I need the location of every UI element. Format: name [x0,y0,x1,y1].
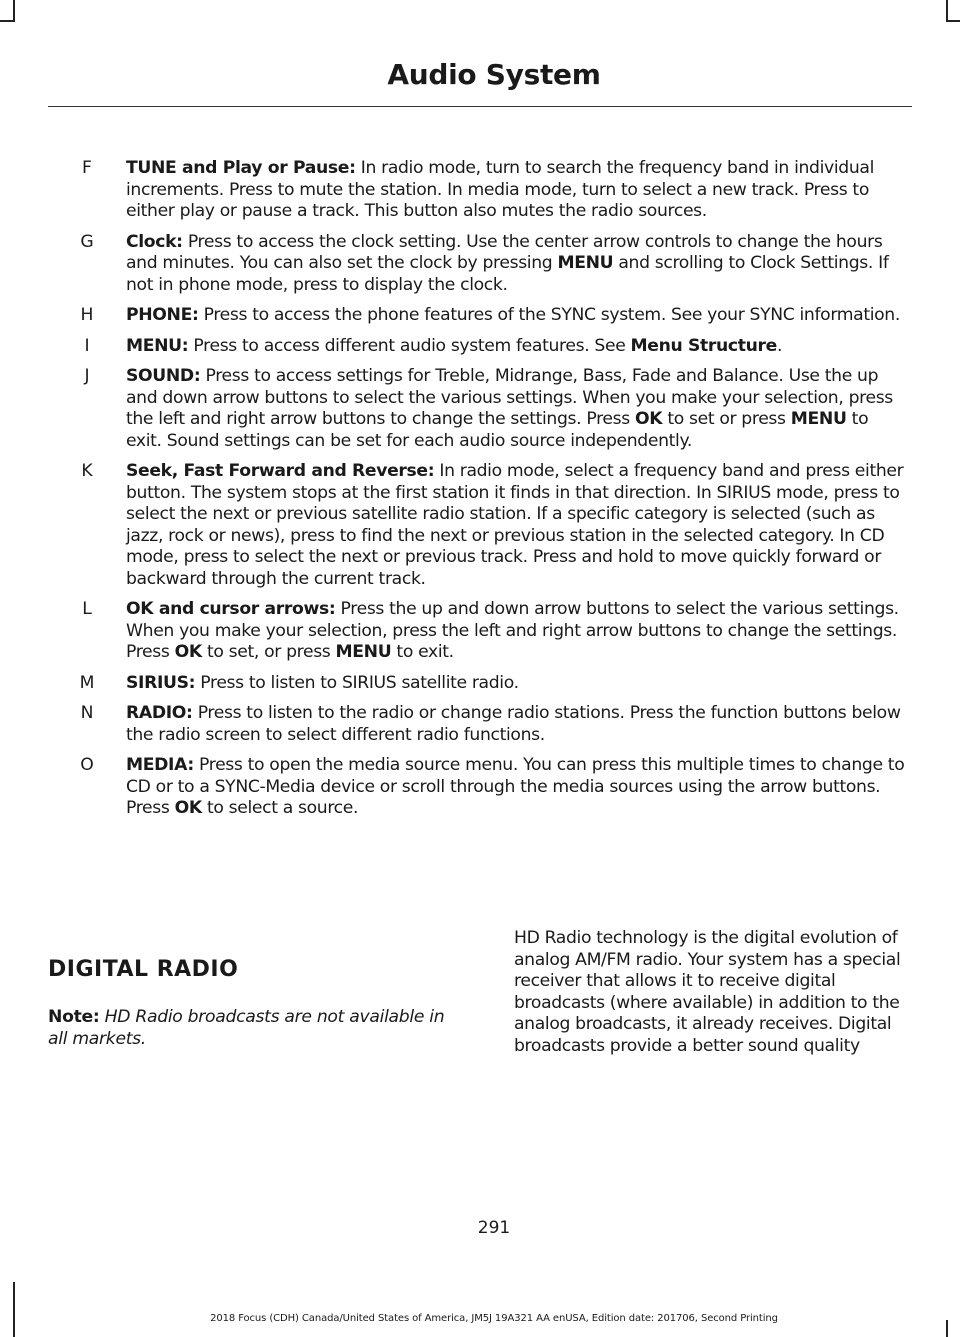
list-item [48,158,908,223]
list-item [48,336,908,358]
item-label: Clock: [126,231,183,252]
crop-mark [13,0,15,22]
item-label: TUNE and Play or Pause: [126,158,356,178]
item-emphasis: OK [634,409,663,429]
item-key: M [79,672,95,693]
list-item [48,461,908,590]
page-title: Audio System [387,58,601,91]
item-description [126,305,908,327]
item-text: to set, or press [201,642,336,662]
crop-mark [0,20,15,22]
list-item [48,305,908,327]
item-emphasis: MENU [790,409,847,429]
item-emphasis: MENU [557,253,614,273]
item-description [126,336,908,358]
item-text: Press to listen to SIRIUS satellite radio. [195,672,519,693]
item-label: MENU: [126,335,189,356]
item-text: Press to listen to the radio or change radio stations. Press the function buttons below the radio screen to select different radio functions. [126,703,901,745]
crop-mark [13,1282,15,1337]
item-key: N [80,703,94,723]
item-emphasis: Menu Structure [630,335,777,356]
item-key: K [81,461,93,481]
item-key: I [84,335,90,356]
crop-mark [946,0,948,22]
item-emphasis: OK [174,642,202,662]
item-label: SIRIUS: [126,672,196,693]
item-text: . [776,335,783,356]
crop-mark [946,20,960,22]
item-text: Press to access settings for Treble, Midrange, Bass, Fade and Balance. Use the up and down arrow buttons to select the various settings. When you make your selection, press the left and right arrow buttons to change the settings. Press [126,366,893,429]
item-description [126,703,908,746]
note-paragraph [48,1006,448,1050]
header-divider [48,106,912,107]
item-description [126,232,908,297]
item-label: MEDIA: [126,755,194,775]
body-paragraph: HD Radio technology is the digital evolution of analog AM/FM radio. Your system has a special receiver that allows it to receive digital broadcasts (where available) in addition to the analog broadcasts, it already receives. Digital broadcasts provide a better sound quality [514,928,901,1056]
list-item [48,703,908,746]
note-label: Note: [48,1007,100,1027]
item-text: to exit. Sound settings can be set for each audio source independently. [126,409,869,451]
note-text: HD Radio broadcasts are not available in all markets. [48,1007,445,1049]
list-item [48,366,908,452]
footer-text: 2018 Focus (CDH) Canada/United States of America, JM5J 19A321 AA enUSA, Edition date: 201706, Second Printing [210,1313,778,1324]
item-text: Press to access different audio system features. See [188,335,631,356]
item-key: L [82,599,92,619]
item-label: OK and cursor arrows: [126,599,336,619]
item-label: SOUND: [126,366,201,386]
section-heading: DIGITAL RADIO [48,957,239,982]
item-text: Press to access the phone features of the SYNC system. See your SYNC information. [198,305,900,325]
list-item [48,673,908,695]
item-label: Seek, Fast Forward and Reverse: [126,461,435,481]
item-text: Press the up and down arrow buttons to select the various settings. When you make your selection, press the left and right arrow buttons to change the settings. Press [126,599,899,662]
page-number: 291 [477,1218,511,1238]
list-item [48,232,908,297]
definition-list [48,158,908,829]
item-description [126,158,908,223]
list-item [48,755,908,820]
item-label: PHONE: [126,305,199,325]
item-text: In radio mode, turn to search the frequency band in individual increments. Press to mute the station. In media mode, turn to select a new track. Press to either play or pause a track. This button also mutes the radio sources. [126,158,875,221]
item-description [126,461,908,590]
item-text: In radio mode, select a frequency band and press either button. The system stops at the first station it finds in that direction. In SIRIUS mode, press to select the next or previous satellite radio station. If a specific category is selected (such as jazz, rock or news), press to find the next or previous station in the selected category. In CD mode, press to select the next or previous track. Press and hold to move quickly forward or backward through the current track. [126,461,904,589]
item-description [126,755,908,820]
list-item [48,599,908,664]
item-key: J [84,366,90,386]
item-key: F [82,158,92,178]
item-text: Press to access the clock setting. Use the center arrow controls to change the hours and minutes. You can also set the clock by pressing [126,231,883,273]
item-label: RADIO: [126,703,193,723]
item-description [126,673,908,695]
item-text: Press to open the media source menu. You can press this multiple times to change to CD or to a SYNC-Media device or scroll through the media sources using the arrow buttons. Press [126,755,905,818]
item-emphasis: OK [174,798,202,818]
item-text: to select a source. [201,798,359,818]
item-key: O [80,755,94,775]
item-text: to set or press [662,409,791,429]
item-key: H [80,305,94,325]
item-description [126,599,908,664]
item-text: and scrolling to Clock Settings. If not in phone mode, press to display the clock. [126,253,889,295]
item-text: to exit. [391,642,454,662]
item-emphasis: MENU [335,642,392,662]
item-key: G [80,231,94,252]
item-description [126,366,908,452]
